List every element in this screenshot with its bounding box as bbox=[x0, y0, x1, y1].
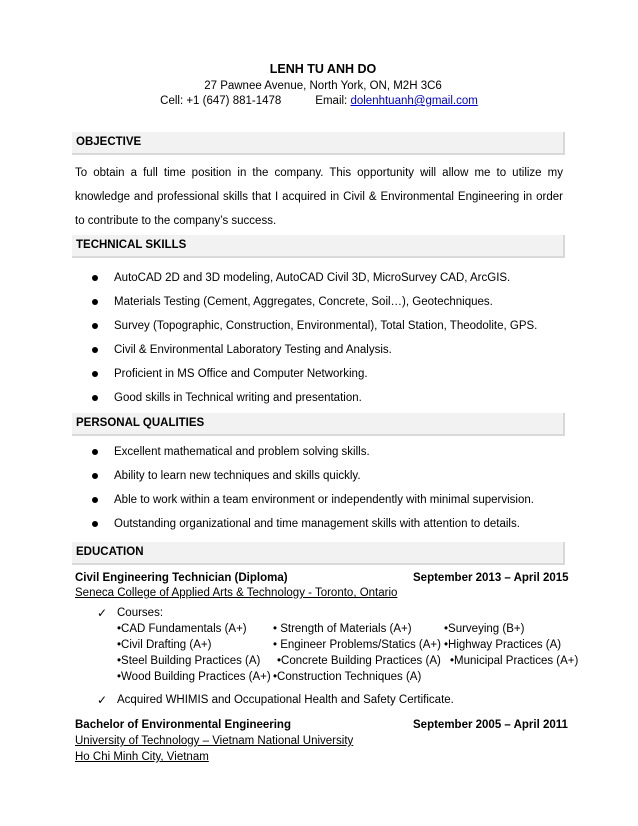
email-label: Email: bbox=[315, 95, 351, 107]
course-item: •Wood Building Practices (A+) bbox=[117, 671, 271, 683]
list-item: Proficient in MS Office and Computer Networking. bbox=[90, 362, 537, 386]
contact-line bbox=[0, 95, 638, 107]
list-item: Able to work within a team environment or independently with minimal supervision. bbox=[90, 488, 534, 512]
degree-title: Bachelor of Environmental Engineering bbox=[75, 719, 291, 731]
section-title: TECHNICAL SKILLS bbox=[76, 239, 187, 251]
certificate-text: Acquired WHIMIS and Occupational Health and Safety Certificate. bbox=[117, 694, 454, 706]
list-item: Civil & Environmental Laboratory Testing and Analysis. bbox=[90, 338, 537, 362]
objective-text: To obtain a full time position in the company. This opportunity will allow me to utilize my knowledge and professional skills that I acquired in Civil & Environmental Engineering in order to contribute to the company’s success. bbox=[75, 167, 563, 227]
list-item: AutoCAD 2D and 3D modeling, AutoCAD Civil 3D, MicroSurvey CAD, ArcGIS. bbox=[90, 266, 537, 290]
course-item: •CAD Fundamentals (A+) bbox=[117, 623, 247, 635]
list-item: Outstanding organizational and time management skills with attention to details. bbox=[90, 512, 534, 536]
course-item: •Steel Building Practices (A) bbox=[117, 655, 261, 667]
bullet-icon bbox=[92, 299, 98, 305]
bullet-icon bbox=[92, 395, 98, 401]
course-item: •Civil Drafting (A+) bbox=[117, 639, 212, 651]
list-item: Ability to learn new techniques and skills quickly. bbox=[90, 464, 534, 488]
checkmark-icon: ✓ bbox=[97, 606, 108, 620]
technical-skills-list bbox=[90, 266, 537, 410]
degree-title: Civil Engineering Technician (Diploma) bbox=[75, 572, 288, 584]
school-location: Ho Chi Minh City, Vietnam bbox=[75, 751, 209, 763]
phone-number: Cell: +1 (647) 881-1478 bbox=[160, 95, 282, 107]
bullet-icon bbox=[92, 521, 98, 527]
bullet-icon bbox=[92, 323, 98, 329]
bullet-icon bbox=[92, 275, 98, 281]
section-title: OBJECTIVE bbox=[76, 136, 142, 148]
bullet-icon bbox=[92, 449, 98, 455]
course-item: •Surveying (B+) bbox=[444, 623, 525, 635]
personal-qualities-section-header bbox=[72, 413, 565, 436]
bullet-icon bbox=[92, 473, 98, 479]
resume-header bbox=[0, 62, 638, 107]
bullet-icon bbox=[92, 347, 98, 353]
course-item: •Highway Practices (A) bbox=[444, 639, 562, 651]
degree-dates: September 2005 – April 2011 bbox=[413, 719, 568, 731]
courses-label: Courses: bbox=[117, 607, 164, 619]
section-title: EDUCATION bbox=[76, 546, 144, 558]
course-item: •Construction Techniques (A) bbox=[273, 671, 422, 683]
education-section-header bbox=[72, 542, 565, 565]
technical-skills-section-header bbox=[72, 235, 565, 258]
objective-section-header bbox=[72, 132, 565, 155]
personal-qualities-list bbox=[90, 440, 534, 536]
applicant-address: 27 Pawnee Avenue, North York, ON, M2H 3C6 bbox=[204, 80, 442, 92]
school-name: University of Technology – Vietnam National University bbox=[75, 735, 354, 747]
school-name: Seneca College of Applied Arts & Technology - Toronto, Ontario bbox=[75, 587, 398, 599]
bullet-icon bbox=[92, 371, 98, 377]
list-item: Excellent mathematical and problem solving skills. bbox=[90, 440, 534, 464]
course-item: •Municipal Practices (A+) bbox=[450, 655, 579, 667]
list-item: Survey (Topographic, Construction, Environmental), Total Station, Theodolite, GPS. bbox=[90, 314, 537, 338]
bullet-icon bbox=[92, 497, 98, 503]
course-item: • Engineer Problems/Statics (A+) bbox=[273, 639, 441, 651]
course-item: •Concrete Building Practices (A) bbox=[277, 655, 441, 667]
applicant-name: LENH TU ANH DO bbox=[269, 62, 377, 76]
degree-dates: September 2013 – April 2015 bbox=[413, 572, 569, 584]
list-item: Good skills in Technical writing and presentation. bbox=[90, 386, 537, 410]
checkmark-icon: ✓ bbox=[97, 693, 108, 707]
list-item: Materials Testing (Cement, Aggregates, Concrete, Soil…), Geotechniques. bbox=[90, 290, 537, 314]
email-link[interactable]: dolenhtuanh@gmail.com bbox=[350, 95, 478, 107]
course-item: • Strength of Materials (A+) bbox=[273, 623, 412, 635]
section-title: PERSONAL QUALITIES bbox=[76, 417, 205, 429]
